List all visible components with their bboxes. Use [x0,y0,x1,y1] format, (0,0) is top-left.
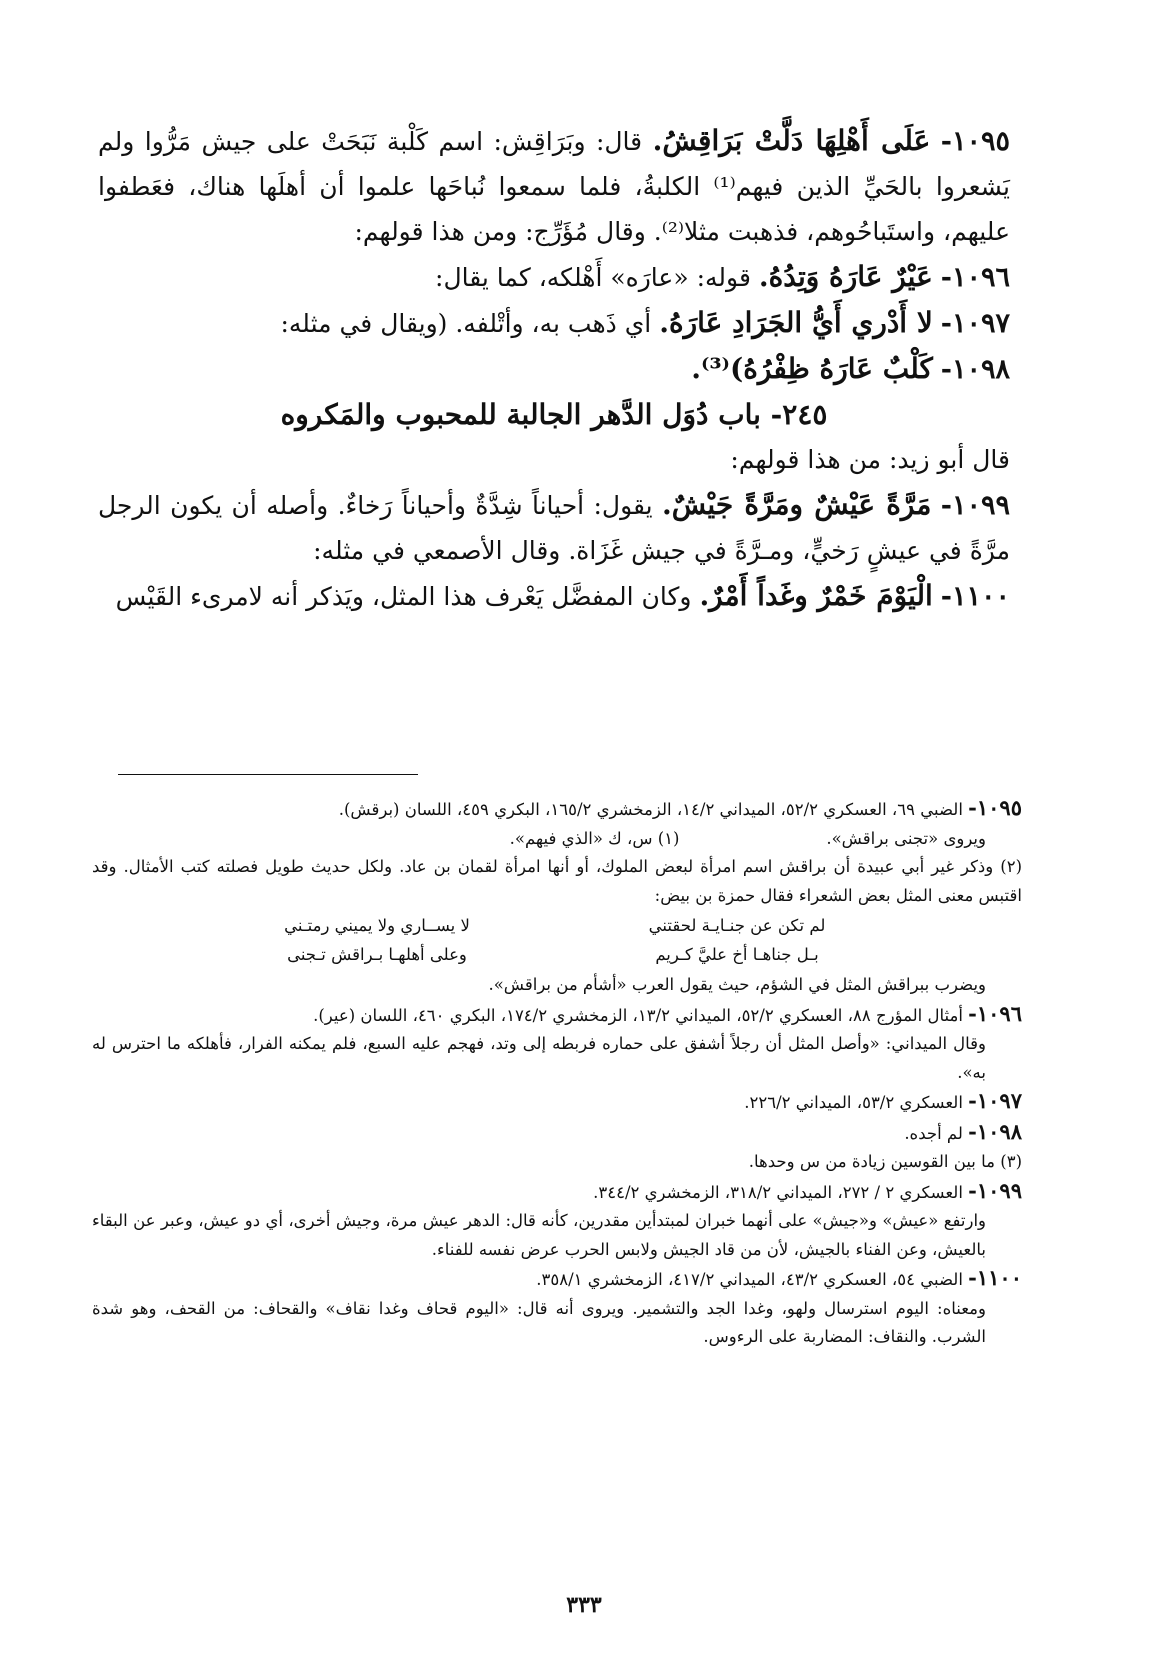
footnotes [92,794,1022,1352]
note-text: أمثال المؤرج ٨٨، العسكري ٥٢/٢، الميداني ١٣/٢، الزمخشري ١٧٤/٢، البكري ٤٦٠، اللسان (عير). [313,1005,963,1025]
note-1097 [92,1087,1022,1118]
entry-text: أي ذَهب به، وأتْلفه. (ويقال في مثله: [280,309,652,338]
note-extra: ويروى «تجنى براقش». [826,828,986,848]
footnote-3: (٣) ما بين القوسين زيادة من س وحدها. [748,1152,1022,1171]
note-number: ١٠٩٥- [968,795,1022,820]
proverb: مَرَّةً عَيْشٌ ومَرَّةً جَيْشٌ. [661,488,932,521]
note-text: لم أجده. [904,1123,963,1143]
note-text: العسكري ٢ / ٢٧٢، الميداني ٣١٨/٢، الزمخشري ٣٤٤/٢. [593,1182,963,1202]
note-1096-extra: وقال الميداني: «وأصل المثل أن رجلاً أشفق على حماره فربطه إلى وتد، فهجم عليه السبع، فلم يمكنه الفرار، فأهلكه ما احترس له به». [92,1034,986,1082]
note-1095 [92,794,1022,825]
footnote-1: (١) س، ك «الذي فيهم». [509,828,680,848]
main-text [98,118,1010,619]
poem-verse-1b: لا يســاري ولا يميني رمتـني [284,916,470,935]
chapter-heading: ٢٤٥- باب دُوَل الدَّهر الجالبة للمحبوب والمَكروه [280,398,828,431]
note-1098 [92,1118,1022,1149]
entry-1096 [98,254,1010,300]
entry-1095 [98,118,1010,254]
proverb: كَلْبٌ عَارَهُ ظِفْرُهُ)⁽³⁾. [691,352,933,385]
footnote-2: (٢) وذكر غير أبي عبيدة أن براقش اسم امرأة لبعض الملوك، أو أنها امرأة لقمان بن عاد. ولكل حديث طويل فصلته كتب الأمثال. وقد اقتبس معنى المثل بعض الشعراء فقال حمزة بن بيض: [92,857,1022,905]
note-1099-extra: وارتفع «عيش» و«جيش» على أنهما خبران لمبتدأين مقدرين، كأنه قال: الدهر عيش مرة، وجيش أخرى، أي دو عيش، وعبر عن البقاء بالعيش، وعن الفناء بالجيش، لأن من قاد الجيش ولابس الحرب عرض نفسه للفناء. [92,1211,986,1259]
poem-verse-2a: بـل جناهـا أخ عليَّ كـريم [655,944,819,964]
poem-verse-1a: لم تكن عن جنـايـة لحقتني [648,916,826,935]
note-after-poem: ويضرب ببراقش المثل في الشؤم، حيث يقول العرب «أشأم من براقش». [488,975,986,994]
entry-number: ١١٠٠- [940,581,1010,612]
note-number: ١٠٩٦- [968,1000,1022,1026]
entry-number: ١٠٩٦- [940,262,1010,293]
proverb: الْيَوْمَ خَمْرٌ وغَداً أَمْرٌ. [699,579,933,612]
note-1095-extra [92,825,1022,854]
proverb: عَيْرٌ عَارَهُ وَتِدُهُ. [758,260,933,293]
entry-1099 [98,482,1010,573]
poem-verse-2b: وعلى أهلهـا بـراقش تـجنى [287,944,467,964]
note-text: الضبي ٦٩، العسكري ٥٢/٢، الميداني ١٤/٢، الزمخشري ١٦٥/٢، البكري ٤٥٩، اللسان (برقش). [338,800,963,819]
entry-1097 [98,300,1010,346]
entry-1100 [98,573,1010,619]
footnote-separator [118,774,418,775]
note-number: ١٠٩٩- [968,1177,1022,1203]
entry-text: وكان المفضَّل يَعْرف هذا المثل، ويَذكر أنه لامرىء القَيْس [115,582,692,611]
page-number: ٣٣٣ [566,1592,602,1618]
entry-number: ١٠٩٨- [940,354,1010,385]
entry-number: ١٠٩٩- [940,490,1010,521]
note-number: ١٠٩٨- [968,1118,1022,1144]
note-1100 [92,1264,1022,1295]
note-text: الضبي ٥٤، العسكري ٤٣/٢، الميداني ٤١٧/٢، الزمخشري ٣٥٨/١. [536,1270,963,1289]
proverb: لا أَدْري أَيُّ الجَرَادِ عَارَهُ. [659,306,933,339]
note-1096 [92,1000,1022,1031]
entry-number: ١٠٩٥- [940,126,1011,157]
entry-number: ١٠٩٧- [940,308,1010,339]
note-text: العسكري ٥٣/٢، الميداني ٢٢٦/٢. [744,1093,963,1112]
poem [92,912,1022,969]
entry-text: قال: وبَرَاقِش: اسم كَلْبة نَبَحَتْ على جيش مَرُّوا ولم يَشعروا بالحَيِّ الذين فيهم⁽¹⁾ الكلبةُ، فلما سمعوا نُباحَها علموا أن أهلَها هناك، فعَطفوا عليهم، واستَباحُوهم، فذهبت مثلا⁽²⁾. وقال مُؤَرِّج: ومن هذا قولهم: [98,127,1010,246]
entry-1098 [98,346,1010,392]
note-number: ١٠٩٧- [968,1088,1022,1113]
chapter-intro: قال أبو زيد: من هذا قولهم: [730,445,1010,474]
note-number: ١١٠٠- [968,1265,1022,1290]
proverb: عَلَى أَهْلِهَا دَلَّتْ بَرَاقِشُ. [652,124,931,157]
entry-text: يقول: أحياناً شِدَّةٌ وأحياناً رَخاءٌ. وأصله أن يكون الرجل مرَّةً في عيشٍ رَخيٍّ، ومـرَّةً في جيش غَزَاة. وقال الأصمعي في مثله: [98,491,1010,565]
entry-text: قوله: «عارَه» أَهْلكه، كما يقال: [435,263,751,292]
note-1099 [92,1177,1022,1208]
note-1100-extra: ومعناه: اليوم استرسال ولهو، وغدا الجد والتشمير. ويروى أنه قال: «اليوم قحاف وغدا نقاف» والقحاف: من القحف، وهو شدة الشرب. والنقاف: المضاربة على الرءوس. [92,1298,986,1346]
